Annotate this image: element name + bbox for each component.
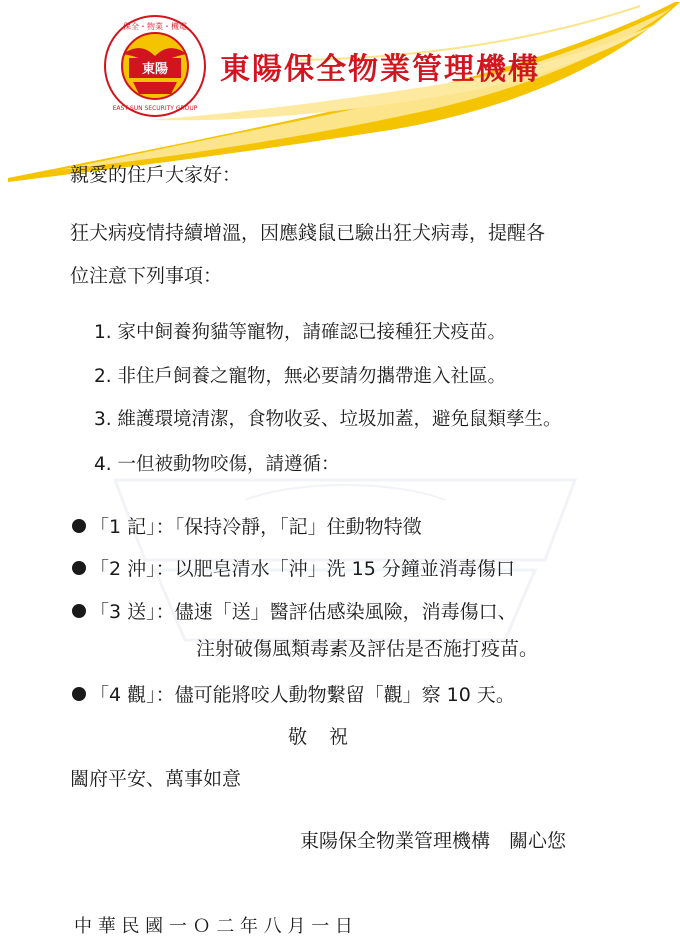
step-text: ：儘可能將咬人動物繫留「觀」察 10 天。: [155, 684, 515, 706]
step-label: 「3 送」: [90, 601, 156, 623]
bullet-dot-icon: [72, 604, 86, 618]
step-text: ：以肥皂清水「沖」洗 15 分鐘並消毒傷口: [155, 558, 515, 580]
intro-line-1: 狂犬病疫情持續增溫，因應錢鼠已驗出狂犬病毒，提醒各: [70, 222, 546, 244]
step-3: [72, 597, 517, 624]
step-label: 「2 沖」: [90, 558, 156, 580]
bullet-dot-icon: [72, 519, 86, 533]
step-1: [72, 512, 422, 539]
logo-ring-text-bottom: EAST SUN SECURITY GROUP: [112, 105, 198, 112]
closing-respect: 敬祝: [288, 726, 371, 748]
signature: 東陽保全物業管理機構 關心您: [300, 830, 567, 852]
bullet-dot-icon: [72, 561, 86, 575]
bullet-dot-icon: [72, 687, 86, 701]
step-text: ：儘速「送」醫評估感染風險，消毒傷口、: [155, 601, 517, 623]
step-3-continuation: 注射破傷風類毒素及評估是否施打疫苗。: [196, 638, 539, 660]
step-text: ：「保持冷靜，「記」住動物特徵: [155, 516, 422, 538]
step-2: [72, 554, 515, 581]
logo-center-text: 東陽: [141, 62, 169, 77]
step-label: 「1 記」: [90, 516, 156, 538]
intro-line-2: 位注意下列事項：: [70, 265, 223, 287]
closing-wish: 闔府平安、萬事如意: [70, 768, 242, 790]
list-item: 4. 一但被動物咬傷，請遵循：: [94, 454, 340, 475]
company-logo: [103, 14, 207, 118]
list-item: 2. 非住戶飼養之寵物，無必要請勿攜帶進入社區。: [94, 366, 507, 387]
greeting: 親愛的住戶大家好：: [70, 164, 242, 186]
step-4: [72, 680, 515, 707]
date-line: 中 華 民 國 一 Ｏ 二 年 八 月 一 日: [74, 916, 353, 937]
list-item: 3. 維護環境清潔，食物收妥、垃圾加蓋，避免鼠類孳生。: [94, 409, 562, 430]
step-label: 「4 觀」: [90, 684, 156, 706]
org-title: 東陽保全物業管理機構: [220, 52, 540, 87]
logo-ring-text-top: 保全・物業・機電: [123, 22, 187, 31]
list-item: 1. 家中飼養狗貓等寵物，請確認已接種狂犬疫苗。: [94, 322, 507, 343]
